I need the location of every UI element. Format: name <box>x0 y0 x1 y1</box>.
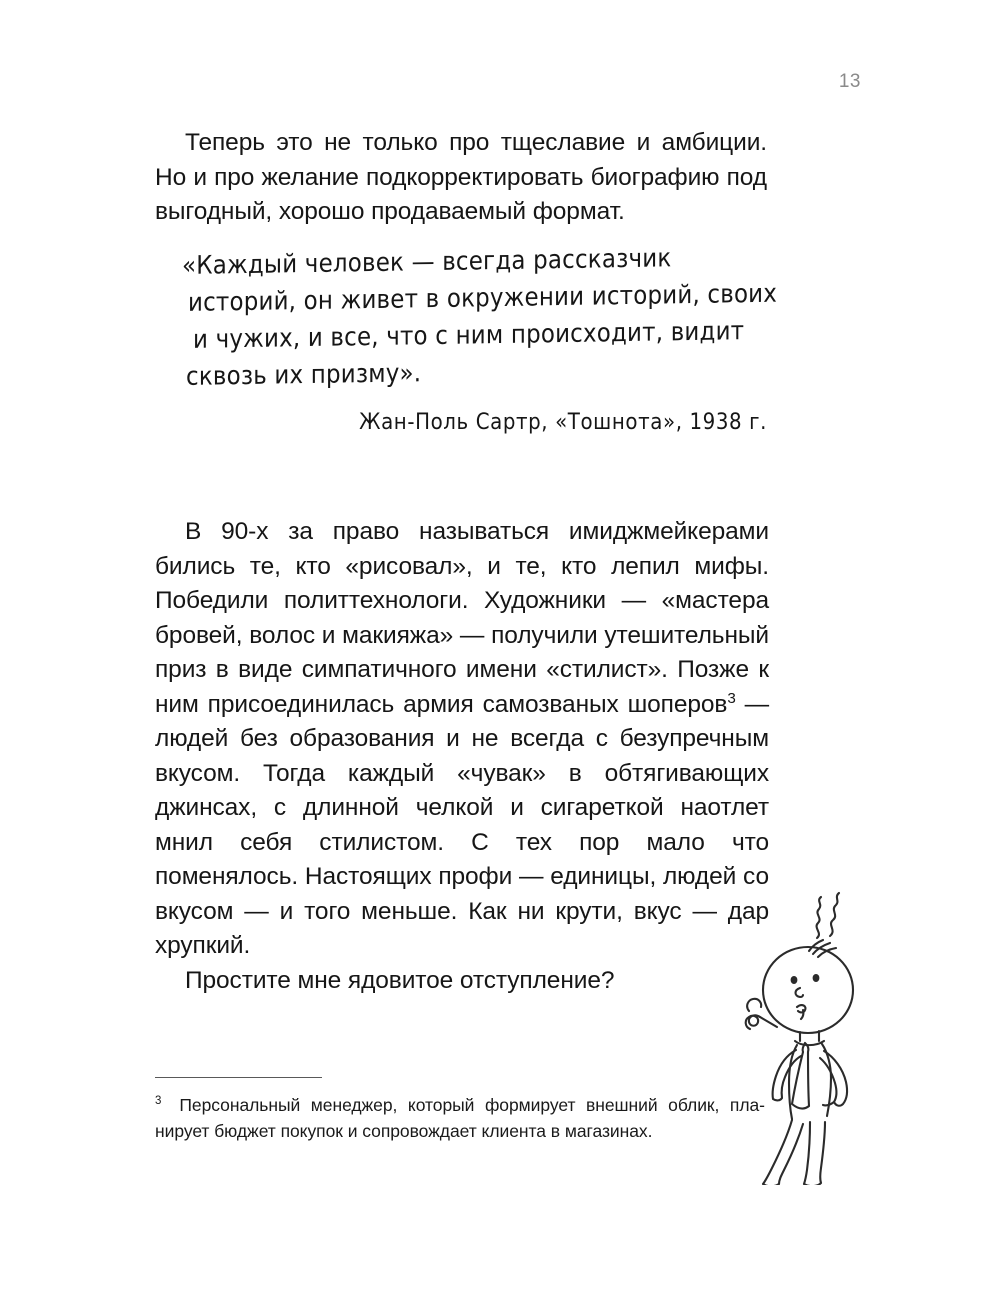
intro-paragraph-text: Теперь это не только про тщеславие и амбиции. Но и про желание подкорректировать биографию под выгодный, хорошо продаваемый формат. <box>155 129 767 225</box>
necktie <box>792 1043 809 1108</box>
head-outline <box>763 947 853 1033</box>
eye-right <box>813 974 820 982</box>
quote-line-2: историй, он живет в окружении историй, своих <box>188 278 778 318</box>
smoke-wisp-left <box>817 897 821 938</box>
main-paragraph-part-2: те, кто «рисовал», и те, кто лепил мифы. Победили политтехнологи. Художники — «мастера бровей, волос и макияжа» — получили утешительный приз в виде симпатичного имени «стилист». Позже к ним присоединилась армия самозваных шоперов <box>155 552 769 718</box>
cigarette-smoke-curl <box>746 999 761 1029</box>
arm-on-hip <box>820 1051 847 1106</box>
quote-attribution: Жан-Поль Сартр, «Тошнота», 1938 г. <box>359 410 767 435</box>
footnote-reference[interactable]: 3 <box>727 689 736 707</box>
pull-quote <box>182 243 778 396</box>
leg-right <box>804 1122 825 1185</box>
main-paragraph-part-3: — людей без образования и не всегда с безупречным вкусом. Тогда каждый «чувак» в обтягивающих джинсах, с длинной челкой и сигареткой наотлет мнил себя стилистом. С тех пор мало что поменялось. Настоящих профи — единицы, людей со вкусом — и того меньше. Как ни крути, вкус — дар хрупкий. <box>155 690 770 959</box>
nose <box>796 988 804 997</box>
eye-left <box>791 976 798 984</box>
quote-line-4: сквозь их призму». <box>186 358 422 392</box>
footnote <box>155 1092 765 1144</box>
main-paragraph <box>155 515 769 998</box>
intro-paragraph <box>155 126 767 230</box>
smoke-wisp-right <box>830 893 839 936</box>
quote-line-1: «Каждый человек — всегда рассказчик <box>182 243 672 281</box>
mouth <box>797 1005 805 1019</box>
main-paragraph-closing-line: Простите мне ядовитое отступление? <box>185 966 615 994</box>
main-paragraph-part-1: В 90-х за право называться имиджмейкерами бились <box>155 518 769 580</box>
footnote-separator <box>155 1077 322 1078</box>
leg-left <box>763 1120 803 1185</box>
footnote-number: 3 <box>155 1095 162 1108</box>
footnote-text: Персональный менеджер, который формирует внешний облик, планирует бюджет покупок и сопровождает клиента в магазинах. <box>155 1095 765 1141</box>
quote-line-3: и чужих, и все, что с ним происходит, видит <box>193 316 745 355</box>
page-number: 13 <box>838 71 861 92</box>
pull-quote-text <box>182 239 778 396</box>
